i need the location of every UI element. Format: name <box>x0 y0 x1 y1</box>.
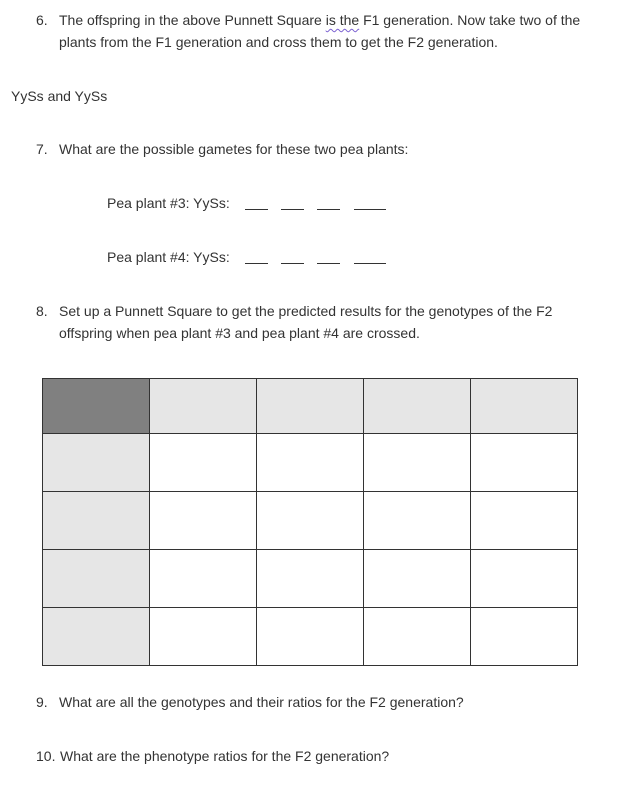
punnett-cell[interactable] <box>471 492 578 550</box>
punnett-cell[interactable] <box>150 608 257 666</box>
punnett-header-cell[interactable] <box>150 379 257 434</box>
punnett-cell[interactable] <box>471 434 578 492</box>
punnett-row-header-cell[interactable] <box>43 608 150 666</box>
punnett-row <box>43 608 578 666</box>
question-6-line-2: plants from the F1 generation and cross them to get the F2 generation. <box>59 34 498 50</box>
punnett-cell[interactable] <box>257 492 364 550</box>
punnett-corner-cell <box>43 379 150 434</box>
punnett-cell[interactable] <box>471 550 578 608</box>
pea-plant-3-label: Pea plant #3: YySs: <box>107 195 230 211</box>
punnett-row-header-cell[interactable] <box>43 550 150 608</box>
gamete-blank-4-2[interactable] <box>281 263 304 264</box>
punnett-cell[interactable] <box>150 492 257 550</box>
punnett-row <box>43 550 578 608</box>
gamete-blank-4-1[interactable] <box>245 263 268 264</box>
punnett-header-cell[interactable] <box>471 379 578 434</box>
question-6-line-1: The offspring in the above Punnett Square is the F1 generation. Now take two of the <box>59 12 581 28</box>
punnett-header-cell[interactable] <box>257 379 364 434</box>
question-8-text <box>59 300 552 344</box>
spellcheck-underline: is the <box>325 12 360 28</box>
question-9-number: 9. <box>36 694 48 710</box>
punnett-cell[interactable] <box>150 550 257 608</box>
gamete-blank-3-1[interactable] <box>245 209 268 210</box>
punnett-row <box>43 434 578 492</box>
punnett-square <box>42 378 578 666</box>
question-8-number: 8. <box>36 303 48 319</box>
question-7-number: 7. <box>36 141 48 157</box>
punnett-row <box>43 492 578 550</box>
punnett-cell[interactable] <box>364 608 471 666</box>
answer-note: YySs and YySs <box>11 88 108 104</box>
pea-plant-4-label: Pea plant #4: YySs: <box>107 249 230 265</box>
punnett-cell[interactable] <box>364 550 471 608</box>
gamete-blank-3-3[interactable] <box>317 209 340 210</box>
question-10-text: What are the phenotype ratios for the F2 generation? <box>60 748 390 764</box>
question-7-text: What are the possible gametes for these two pea plants: <box>59 141 409 157</box>
punnett-cell[interactable] <box>471 608 578 666</box>
punnett-row-header-cell[interactable] <box>43 434 150 492</box>
punnett-cell[interactable] <box>150 434 257 492</box>
gamete-blank-4-3[interactable] <box>317 263 340 264</box>
gamete-blank-3-2[interactable] <box>281 209 304 210</box>
punnett-cell[interactable] <box>257 550 364 608</box>
punnett-cell[interactable] <box>364 434 471 492</box>
gamete-blank-3-4[interactable] <box>354 209 386 210</box>
punnett-header-row <box>43 379 578 434</box>
gamete-blank-4-4[interactable] <box>354 263 386 264</box>
question-10-number: 10. <box>36 748 56 764</box>
question-9-text: What are all the genotypes and their ratios for the F2 generation? <box>59 694 464 710</box>
punnett-cell[interactable] <box>257 608 364 666</box>
question-6-number: 6. <box>36 12 48 28</box>
punnett-row-header-cell[interactable] <box>43 492 150 550</box>
question-8-line-1: Set up a Punnett Square to get the predicted results for the genotypes of the F2 <box>59 303 553 319</box>
punnett-header-cell[interactable] <box>364 379 471 434</box>
punnett-cell[interactable] <box>364 492 471 550</box>
question-6-text <box>59 9 580 53</box>
question-8-line-2: offspring when pea plant #3 and pea plant #4 are crossed. <box>59 325 420 341</box>
punnett-cell[interactable] <box>257 434 364 492</box>
